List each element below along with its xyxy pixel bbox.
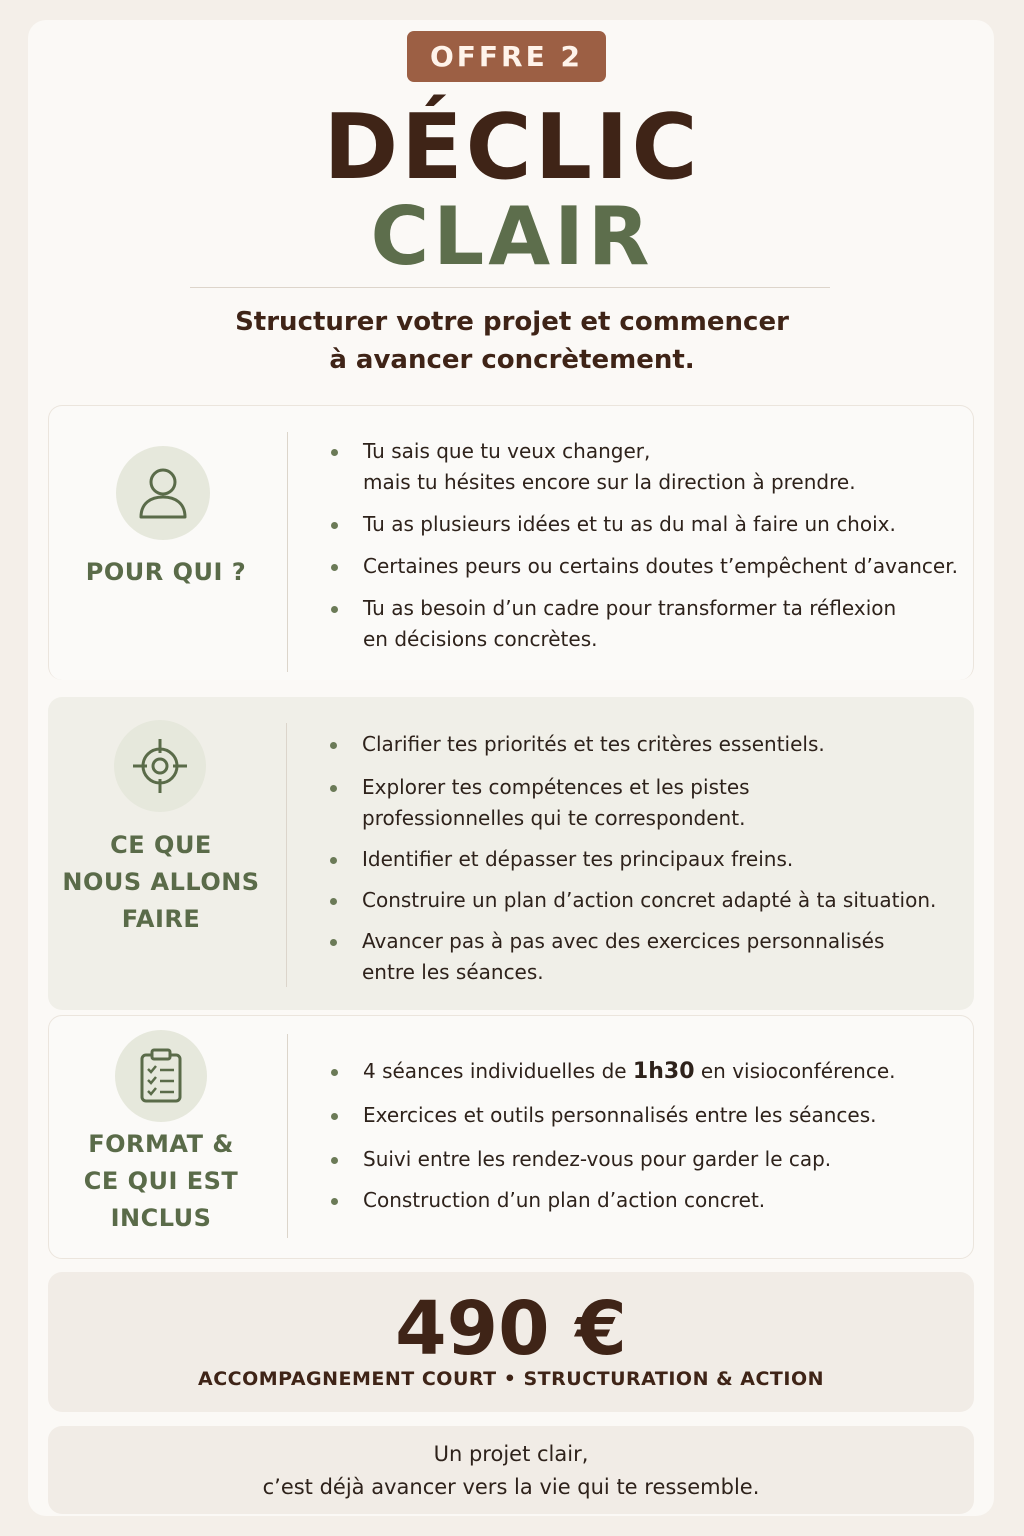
price-box	[48, 1272, 974, 1412]
section-label: POUR QUI ?	[85, 558, 247, 586]
list-item: Exercices et outils personnalisés entre les séances.	[331, 1100, 896, 1131]
list-item: Identifier et dépasser tes principaux freins.	[330, 844, 936, 875]
target-icon	[114, 720, 206, 812]
price-amount: 490 €	[395, 1286, 627, 1372]
format-list	[331, 1056, 896, 1216]
closing-quote: Un projet clair, c’est déjà avancer vers la vie qui te ressemble.	[262, 1442, 760, 1499]
section-divider	[286, 723, 287, 987]
list-item: Explorer tes compétences et les pistes professionnelles qui te correspondent.	[330, 772, 936, 834]
subtitle: Structurer votre projet et commencer à avancer concrètement.	[235, 307, 789, 375]
title-line-2: CLAIR	[370, 190, 654, 283]
list-item: Tu as plusieurs idées et tu as du mal à faire un choix.	[331, 509, 958, 540]
title-line-1: DÉCLIC	[323, 95, 701, 200]
section-format	[48, 1015, 974, 1259]
list-item: Tu as besoin d’un cadre pour transformer ta réflexion en décisions concrètes.	[331, 593, 958, 655]
section-divider	[287, 432, 288, 672]
list-item: Construire un plan d’action concret adapté à ta situation.	[330, 885, 936, 916]
person-icon	[116, 446, 210, 540]
pour-qui-list	[331, 436, 958, 655]
quote-box	[48, 1426, 974, 1514]
section-label: CE QUE NOUS ALLONS FAIRE	[62, 831, 260, 933]
list-item: Certaines peurs ou certains doutes t’empêchent d’avancer.	[331, 551, 958, 582]
ce-que-list	[330, 729, 936, 988]
section-label: FORMAT & CE QUI EST INCLUS	[83, 1130, 239, 1232]
list-item: Suivi entre les rendez-vous pour garder le cap.	[331, 1144, 896, 1175]
session-duration: 1h30	[632, 1059, 695, 1084]
list-item: 4 séances individuelles de 1h30 en visioconférence.	[331, 1056, 896, 1087]
price-caption: ACCOMPAGNEMENT COURT • STRUCTURATION & ACTION	[197, 1368, 825, 1390]
offer-badge: OFFRE 2	[407, 31, 606, 82]
list-item: Clarifier tes priorités et tes critères essentiels.	[330, 729, 936, 760]
list-item: Avancer pas à pas avec des exercices personnalisés entre les séances.	[330, 926, 936, 988]
title-divider	[190, 287, 830, 288]
section-ce-que-nous-allons-faire	[48, 697, 974, 1010]
section-pour-qui	[48, 405, 974, 680]
list-item: Tu sais que tu veux changer, mais tu hésites encore sur la direction à prendre.	[331, 436, 958, 498]
section-divider	[287, 1034, 288, 1238]
list-item: Construction d’un plan d’action concret.	[331, 1185, 896, 1216]
clipboard-checklist-icon	[115, 1030, 207, 1122]
